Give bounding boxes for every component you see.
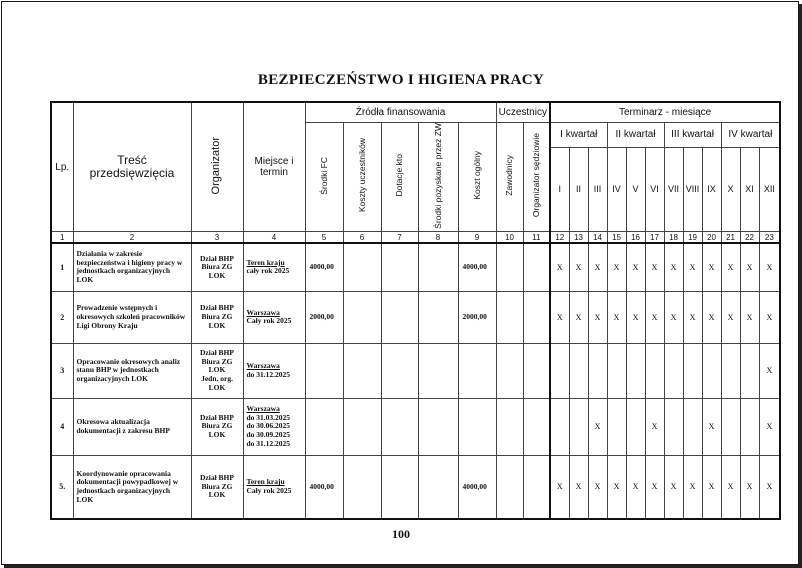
header-zawodnicy-text: Zawodnicy (504, 155, 515, 196)
month-mark (626, 398, 645, 455)
row-organizer (191, 455, 243, 519)
row-koszty-uczestnikow (343, 343, 381, 398)
column-number: 10 (496, 232, 523, 244)
row-lp: 5. (51, 455, 73, 519)
column-number: 1 (51, 232, 73, 244)
organizer-line: Dział BHP (200, 253, 234, 263)
place-name: Teren kraju (246, 477, 285, 487)
month-mark (721, 398, 740, 455)
month-mark: X (569, 291, 588, 343)
place-name: Warszawa (246, 361, 280, 371)
place-date: Cały rok 2025 (246, 316, 292, 326)
organizer-line: Biura ZG (201, 356, 233, 366)
row-lp: 3 (51, 343, 73, 398)
month-mark: X (626, 455, 645, 519)
month-mark (664, 343, 683, 398)
row-organizer (191, 343, 243, 398)
row-organizator-sedziowie (523, 243, 550, 291)
page-title: BEZPIECZEŃSTWO I HIGIENA PRACY (257, 72, 545, 88)
month-mark: X (759, 455, 780, 519)
table-row (51, 343, 780, 398)
header-organizator (191, 102, 243, 232)
month-mark (607, 343, 626, 398)
header-month: I (550, 148, 569, 232)
column-number: 15 (607, 232, 626, 244)
row-koszty-uczestnikow (343, 398, 381, 455)
row-place (243, 291, 305, 343)
organizer-line: Biura ZG (201, 262, 233, 272)
month-mark: X (569, 243, 588, 291)
row-srodki-fc (305, 398, 343, 455)
organizer-line: Dział BHP (200, 303, 234, 313)
header-organizator-text: Organizator (210, 136, 223, 195)
row-srodki-fc: 4000,00 (305, 243, 343, 291)
row-srodki-fc: 2000,00 (305, 291, 343, 343)
month-mark: X (759, 291, 780, 343)
month-mark: X (645, 291, 664, 343)
month-mark (550, 398, 569, 455)
header-quarter-2: II kwartał (607, 122, 664, 148)
month-mark: X (550, 291, 569, 343)
row-place (243, 243, 305, 291)
organizer-line: Jedn. org. (201, 374, 233, 384)
header-lp: Lp. (51, 102, 73, 232)
header-month: II (569, 148, 588, 232)
row-dotacje (381, 398, 418, 455)
row-srodki-zw (418, 291, 458, 343)
column-number: 9 (458, 232, 496, 244)
header-miejsce: Miejsce i termin (243, 102, 305, 232)
month-mark: X (721, 243, 740, 291)
month-mark: X (702, 398, 721, 455)
column-number: 16 (626, 232, 645, 244)
month-mark: X (664, 243, 683, 291)
month-mark (721, 343, 740, 398)
month-mark (588, 343, 607, 398)
place-name: Teren kraju (246, 257, 285, 267)
month-mark: X (550, 243, 569, 291)
row-srodki-fc (305, 343, 343, 398)
row-koszt-ogolny: 4000,00 (458, 243, 496, 291)
row-description: Opracowanie okresowych analiz stanu BHP w jednostkach organizacyjnych LOK (73, 343, 191, 398)
header-srodki-fc (305, 122, 343, 232)
row-dotacje (381, 243, 418, 291)
organizer-line: Biura ZG (201, 481, 233, 491)
row-zawodnicy (496, 243, 523, 291)
month-mark (550, 343, 569, 398)
column-number: 7 (381, 232, 418, 244)
column-number: 17 (645, 232, 664, 244)
month-mark (607, 398, 626, 455)
row-koszt-ogolny (458, 398, 496, 455)
header-koszty-uczestnikow-text: Koszty uczestników (356, 138, 367, 213)
month-mark: X (740, 243, 759, 291)
row-dotacje (381, 455, 418, 519)
header-month: VII (664, 148, 683, 232)
place-name: Warszawa (246, 404, 280, 414)
place-date: do 31.03.2025 (246, 412, 291, 422)
month-mark (569, 398, 588, 455)
header-organizator-sedziowie-text: Organizator sędziowie (530, 133, 541, 218)
row-organizator-sedziowie (523, 343, 550, 398)
row-srodki-zw (418, 398, 458, 455)
row-organizer (191, 243, 243, 291)
organizer-line: Dział BHP (200, 473, 234, 483)
table-row (51, 243, 780, 291)
month-mark (683, 343, 702, 398)
plan-table (50, 101, 781, 520)
header-srodki-zw-text: Środki pozyskane przez ZW (432, 122, 443, 229)
row-description: Okresowa aktualizacja dokumentacji z zakresu BHP (73, 398, 191, 455)
header-month: VIII (683, 148, 702, 232)
table-row (51, 455, 780, 519)
month-mark: X (626, 243, 645, 291)
row-place (243, 455, 305, 519)
month-mark: X (683, 455, 702, 519)
organizer-line: Dział BHP (200, 348, 234, 358)
row-description: Prowadzenie wstępnych i okresowych szkoleń pracowników Ligi Obrony Kraju (73, 291, 191, 343)
header-dotacje (381, 122, 418, 232)
row-zawodnicy (496, 343, 523, 398)
month-mark (569, 343, 588, 398)
row-srodki-zw (418, 343, 458, 398)
column-number: 18 (664, 232, 683, 244)
header-koszty-uczestnikow (343, 122, 381, 232)
place-date: do 31.12.2025 (246, 438, 291, 448)
row-srodki-fc: 4000,00 (305, 455, 343, 519)
header-terminarz: Terminarz - miesiące (550, 102, 780, 122)
column-number: 11 (523, 232, 550, 244)
month-mark: X (740, 291, 759, 343)
header-zrodla: Źródła finansowania (305, 102, 496, 122)
table-row (51, 291, 780, 343)
page-number: 100 (392, 527, 410, 541)
column-number: 14 (588, 232, 607, 244)
header-tresc-text: Treść przedsięwzięcia (89, 152, 175, 181)
header-month: XI (740, 148, 759, 232)
organizer-line: LOK (208, 430, 226, 440)
row-organizer (191, 398, 243, 455)
row-organizator-sedziowie (523, 291, 550, 343)
column-number: 22 (740, 232, 759, 244)
month-mark: X (702, 291, 721, 343)
month-mark: X (645, 398, 664, 455)
row-dotacje (381, 343, 418, 398)
header-quarter-4: IV kwartał (721, 122, 780, 148)
month-mark: X (702, 243, 721, 291)
header-month: V (626, 148, 645, 232)
row-organizator-sedziowie (523, 455, 550, 519)
organizer-line: Dział BHP (200, 412, 234, 422)
header-month: IX (702, 148, 721, 232)
row-koszt-ogolny: 4000,00 (458, 455, 496, 519)
month-mark: X (664, 291, 683, 343)
header-srodki-zw (418, 122, 458, 232)
month-mark: X (664, 455, 683, 519)
place-date: do 31.12.2025 (246, 369, 291, 379)
month-mark: X (588, 455, 607, 519)
organizer-line: LOK (208, 490, 226, 500)
month-mark (683, 398, 702, 455)
row-koszty-uczestnikow (343, 291, 381, 343)
month-mark: X (683, 291, 702, 343)
header-month: IV (607, 148, 626, 232)
row-lp: 1 (51, 243, 73, 291)
row-koszt-ogolny: 2000,00 (458, 291, 496, 343)
row-srodki-zw (418, 243, 458, 291)
header-uczestnicy: Uczestnicy (496, 102, 550, 122)
row-description: Koordynowanie opracowania dokumentacji powypadkowej w jednostkach organizacyjnych LOK (73, 455, 191, 519)
place-date: do 30.06.2025 (246, 421, 291, 431)
header-dotacje-text: Dotacje kto (394, 154, 405, 197)
header-koszt-ogolny (458, 122, 496, 232)
month-mark: X (645, 243, 664, 291)
row-dotacje (381, 291, 418, 343)
column-number: 2 (73, 232, 191, 244)
header-srodki-fc-text: Środki FC (318, 156, 329, 195)
column-number: 19 (683, 232, 702, 244)
header-quarter-1: I kwartał (550, 122, 607, 148)
header-koszt-ogolny-text: Koszt ogólny (471, 151, 482, 200)
column-number: 13 (569, 232, 588, 244)
month-mark: X (626, 291, 645, 343)
header-month: XII (759, 148, 780, 232)
row-zawodnicy (496, 291, 523, 343)
row-srodki-zw (418, 455, 458, 519)
place-date: do 30.09.2025 (246, 430, 291, 440)
row-lp: 4 (51, 398, 73, 455)
month-mark: X (607, 291, 626, 343)
month-mark (626, 343, 645, 398)
month-mark: X (645, 455, 664, 519)
row-zawodnicy (496, 455, 523, 519)
row-place (243, 343, 305, 398)
month-mark: X (588, 291, 607, 343)
row-lp: 2 (51, 291, 73, 343)
organizer-line: Biura ZG (201, 311, 233, 321)
header-organizator-sedziowie (523, 122, 550, 232)
month-mark: X (607, 455, 626, 519)
organizer-line: Biura ZG (201, 421, 233, 431)
header-month: III (588, 148, 607, 232)
column-number: 3 (191, 232, 243, 244)
month-mark: X (740, 455, 759, 519)
place-date: Cały rok 2025 (246, 485, 292, 495)
month-mark: X (569, 455, 588, 519)
month-mark: X (759, 243, 780, 291)
row-koszty-uczestnikow (343, 455, 381, 519)
row-organizer (191, 291, 243, 343)
month-mark: X (588, 398, 607, 455)
organizer-line: LOK (208, 365, 226, 375)
month-mark (740, 398, 759, 455)
organizer-line: LOK (208, 270, 226, 280)
column-number: 5 (305, 232, 343, 244)
month-mark: X (550, 455, 569, 519)
table-row (51, 398, 780, 455)
month-mark: X (759, 398, 780, 455)
month-mark (702, 343, 721, 398)
month-mark: X (759, 343, 780, 398)
month-mark (645, 343, 664, 398)
month-mark: X (683, 243, 702, 291)
row-organizator-sedziowie (523, 398, 550, 455)
month-mark: X (721, 455, 740, 519)
month-mark (740, 343, 759, 398)
month-mark: X (607, 243, 626, 291)
row-place (243, 398, 305, 455)
column-number: 20 (702, 232, 721, 244)
column-number: 21 (721, 232, 740, 244)
month-mark (664, 398, 683, 455)
row-zawodnicy (496, 398, 523, 455)
row-koszty-uczestnikow (343, 243, 381, 291)
column-number: 4 (243, 232, 305, 244)
month-mark: X (721, 291, 740, 343)
header-month: VI (645, 148, 664, 232)
column-number: 12 (550, 232, 569, 244)
organizer-line: LOK (208, 320, 226, 330)
row-description: Działania w zakresie bezpieczeństwa i higieny pracy w jednostkach organizacyjnych LOK (73, 243, 191, 291)
month-mark: X (588, 243, 607, 291)
column-number: 23 (759, 232, 780, 244)
column-number: 6 (343, 232, 381, 244)
place-name: Warszawa (246, 307, 280, 317)
row-koszt-ogolny (458, 343, 496, 398)
header-quarter-3: III kwartał (664, 122, 721, 148)
month-mark: X (702, 455, 721, 519)
header-zawodnicy (496, 122, 523, 232)
header-month: X (721, 148, 740, 232)
organizer-line: LOK (208, 382, 226, 392)
column-number: 8 (418, 232, 458, 244)
place-date: cały rok 2025 (246, 266, 290, 276)
header-tresc (73, 102, 191, 232)
